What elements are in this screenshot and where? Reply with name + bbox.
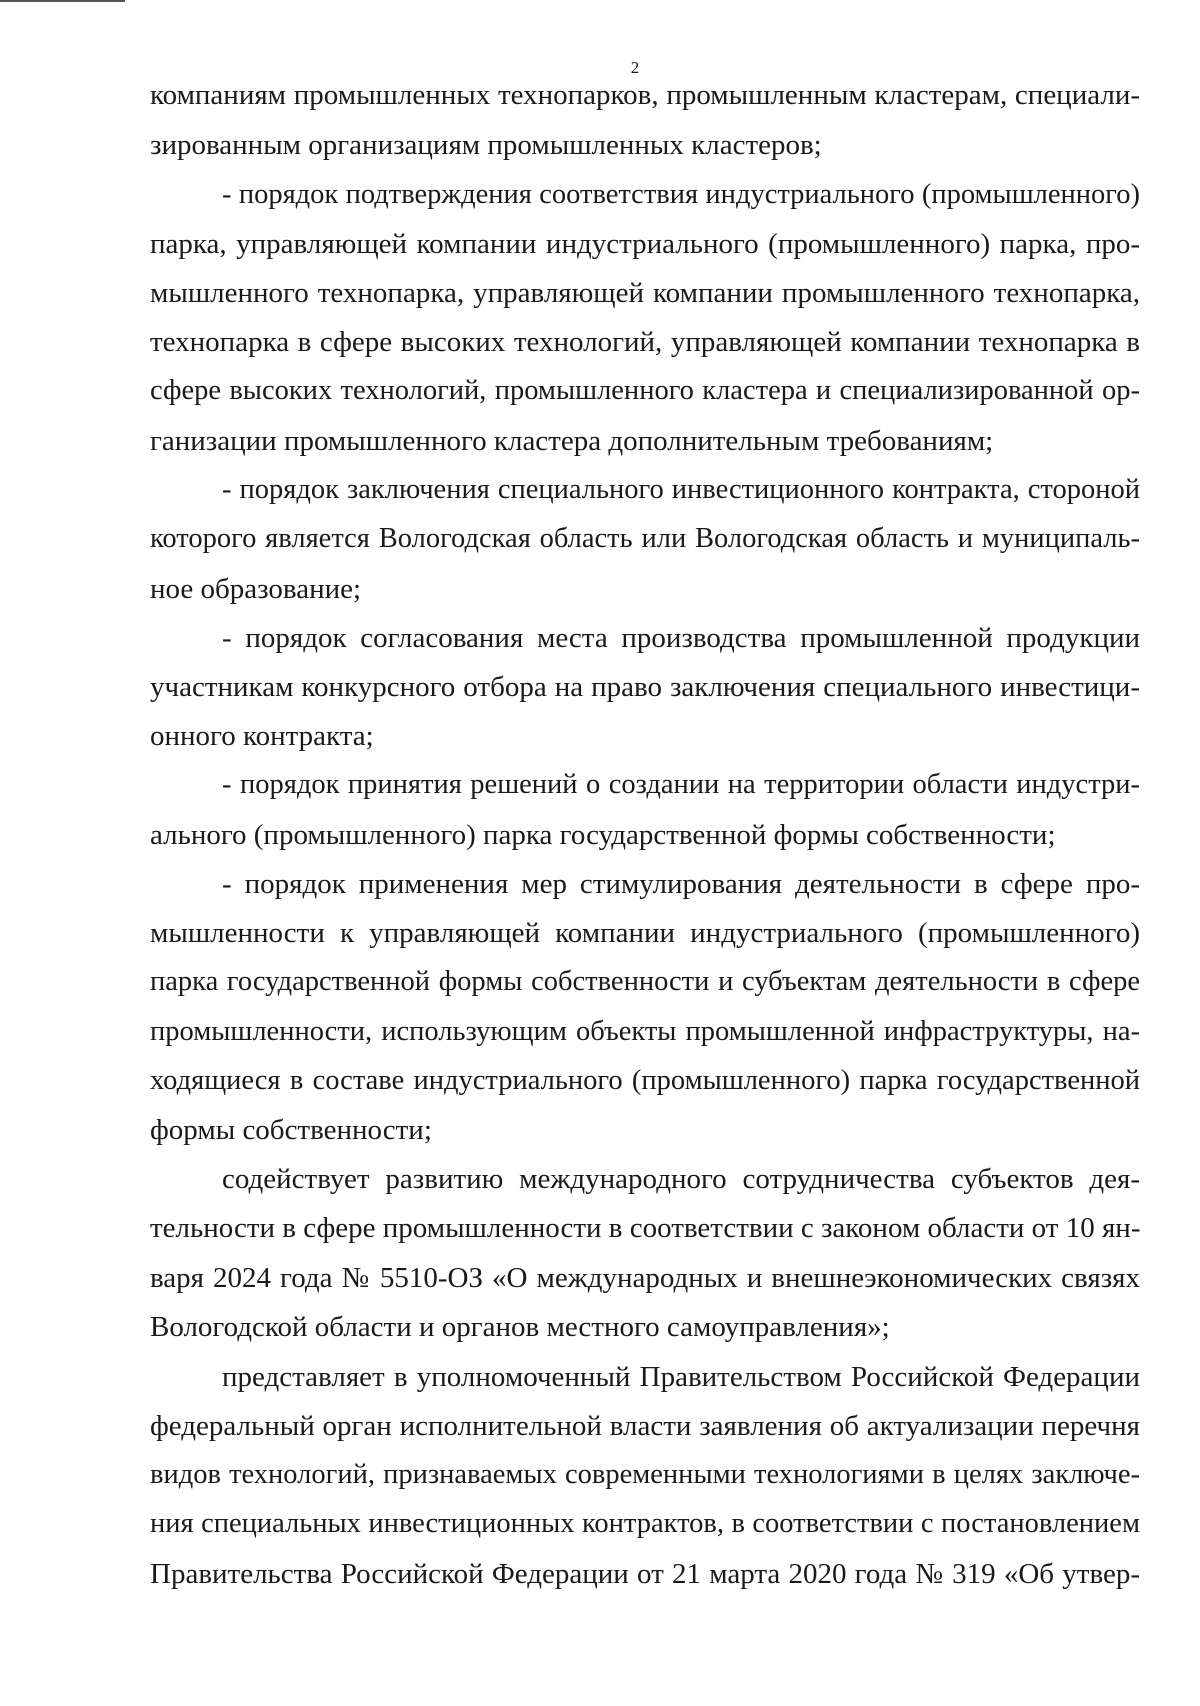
text-line: ального (промышленного) парка государственной формы собственности; bbox=[150, 819, 1056, 851]
text-line: ния специальных инвестиционных контрактов, в соответствии с постановлением bbox=[150, 1508, 1140, 1539]
text-line: - порядок подтверждения соответствия индустриального (промышленного) bbox=[222, 179, 1140, 210]
text-line: формы собственности; bbox=[150, 1114, 432, 1146]
page-number: 2 bbox=[630, 58, 640, 77]
text-line: мышленного технопарка, управляющей компании промышленного технопарка, bbox=[150, 277, 1140, 309]
text-line: - порядок применения мер стимулирования деятельности в сфере про- bbox=[222, 868, 1140, 900]
text-line: Правительства Российской Федерации от 21 марта 2020 года № 319 «Об утвер- bbox=[150, 1558, 1140, 1590]
text-line: мышленности к управляющей компании индустриального (промышленного) bbox=[150, 917, 1140, 949]
text-line: онного контракта; bbox=[150, 720, 374, 752]
text-line: - порядок согласования места производства промышленной продукции bbox=[222, 622, 1140, 654]
text-line: которого является Вологодская область или Вологодская область и муниципаль- bbox=[150, 523, 1140, 554]
text-line: сфере высоких технологий, промышленного кластера и специализированной ор- bbox=[150, 375, 1140, 406]
text-line: парка, управляющей компании индустриального (промышленного) парка, про- bbox=[150, 228, 1140, 260]
text-line: видов технологий, признаваемых современными технологиями в целях заключе- bbox=[150, 1459, 1140, 1490]
scan-edge-mark bbox=[0, 0, 125, 2]
text-line: - порядок принятия решений о создании на территории области индустри- bbox=[222, 769, 1140, 800]
text-line: варя 2024 года № 5510-ОЗ «О международных и внешнеэкономических связях bbox=[150, 1262, 1140, 1294]
text-line: представляет в уполномоченный Правительством Российской Федерации bbox=[222, 1361, 1140, 1393]
text-line: ное образование; bbox=[150, 573, 362, 605]
text-line: Вологодской области и органов местного самоуправления»; bbox=[150, 1311, 890, 1343]
text-line: тельности в сфере промышленности в соответствии с законом области от 10 ян- bbox=[150, 1212, 1140, 1244]
text-line: - порядок заключения специального инвестиционного контракта, стороной bbox=[222, 474, 1140, 505]
text-line: промышленности, использующим объекты промышленной инфраструктуры, на- bbox=[150, 1016, 1140, 1047]
text-line: федеральный орган исполнительной власти заявления об актуализации перечня bbox=[150, 1410, 1140, 1442]
text-line: ганизации промышленного кластера дополнительным требованиям; bbox=[150, 425, 994, 457]
text-line: участникам конкурсного отбора на право заключения специального инвестици- bbox=[150, 671, 1140, 703]
text-line: ходящиеся в составе индустриального (промышленного) парка государственной bbox=[150, 1065, 1140, 1096]
text-line: технопарка в сфере высоких технологий, управляющей компании технопарка в bbox=[150, 326, 1140, 358]
text-line: парка государственной формы собственности и субъектам деятельности в сфере bbox=[150, 966, 1140, 997]
text-line: компаниям промышленных технопарков, промышленным кластерам, специали- bbox=[150, 79, 1140, 111]
text-line: зированным организациям промышленных кластеров; bbox=[150, 129, 822, 161]
text-line: содействует развитию международного сотрудничества субъектов дея- bbox=[222, 1163, 1140, 1195]
